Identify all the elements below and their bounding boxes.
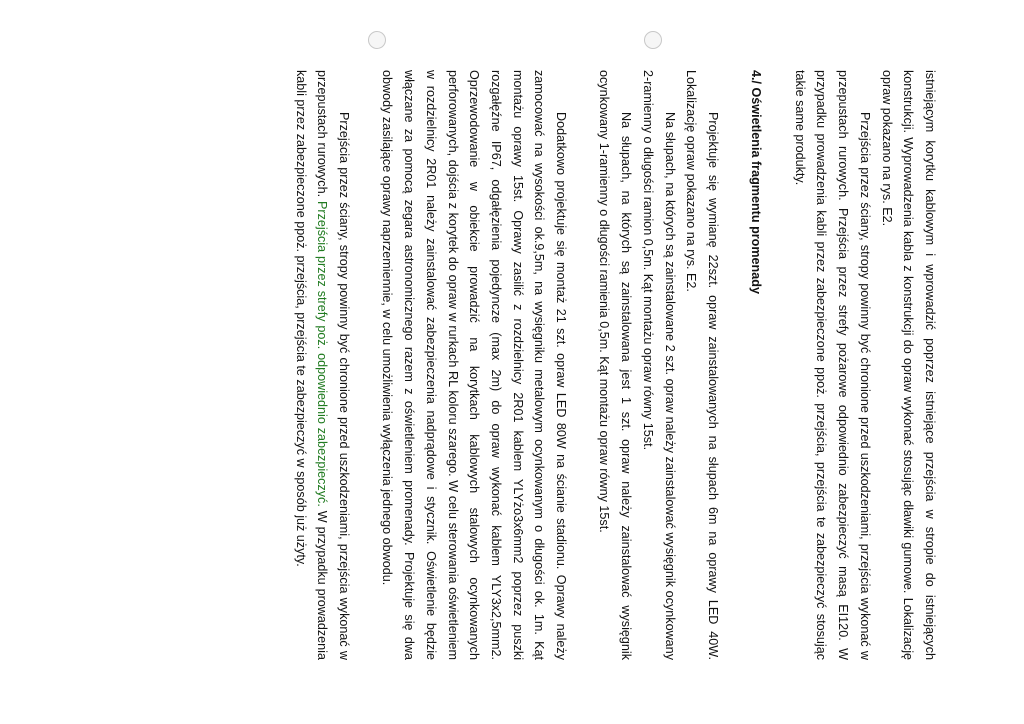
passages-text-start: Przejścia przez ściany, stropy powinny być chronione przed uszkodzeniami, przejścia wykonać w przepustach rurowych. (315, 70, 352, 660)
paragraph-wall-passages (289, 70, 354, 660)
paragraph-fire-protection: Przejścia przez ściany, stropy powinny być chronione przed uszkodzeniami, przejścia wykonać w przepustach rurowych. Przejścia przez strefy pożarowe odpowiednio zabezpieczyć masą EI120. W przypadku prowadzenia kabli przez zabezpieczone ppoż. przejścia, przejścia te zabezpieczyć stosując takie same produkty. (792, 70, 872, 660)
paragraph-cable-routing: istniejącym korytku kablowym i wprowadzić poprzez istniejące przejścia w stropie do istniejących konstrukcji. Wyprowadzenia kabla z konstrukcji do opraw wykonać stosując dławiki gumowe. Lokalizację opraw pokazano na rys. E2. (879, 70, 937, 660)
punch-hole-left (368, 31, 386, 49)
section-heading: 4./ Oświetlenia fragmentu promenady (749, 70, 764, 294)
passages-text-highlight: Przejścia przez strefy poż. odpowiednio zabezpieczyć. (315, 201, 330, 507)
punch-hole-right (644, 31, 662, 49)
passages-text-end: W przypadku prowadzenia kabli przez zabezpieczone ppoż. przejścia, przejścia te zabezpieczyć w sposób już użyty. (293, 70, 330, 660)
document-page (140, 70, 940, 660)
paragraph-one-arm-bracket: Na słupach, na których są zainstalowana jest 1 szt. opraw należy zainstalować wysięgnik ocynkowany 1-ramienny o długości ramienia 0,5m. Kąt montażu opraw równy 15st. (597, 70, 634, 660)
paragraph-stadium-lights: Dodatkowo projektuje się montaż 21 szt. opraw LED 80W na ścianie stadionu. Oprawy należy zamocować na wysokości ok.9,5m, na wysięgniku metalowym ocynkowanym o długości ok. 1m. Kąt montażu oprawy 15st. Oprawy zasilić z rozdzielnicy 2R01 kablem YLYżo3x6mm2 poprzez puszki rozgałęźne IP67, odgałęzienia pojedyncze (max 2m) do opraw wykonać kablem YLY3x2,5mm2. Oprzewodowanie w obiekcie prowadzić na korytkach kablowych stalowych ocynkowanych perforowanych, dojścia z korytek do opraw w rurkach RL koloru szarego. W celu sterowania oświetleniem w rozdzielnicy 2R01 należy zainstalować zabezpieczenia nadprądowe i stycznik. Oświetlenie będzie włączane za pomocą zegara astronomicznego razem z oświetleniem promenady. Projektuje się dwa obwody zasilające oprawy naprzemiennie, w celu umożliwienia wyłączenia jednego obwodu. (380, 70, 569, 660)
paragraph-two-arm-bracket: Na słupach, na których są zainstalowane 2 szt. opraw należy zainstalować wysięgnik ocynkowany 2-ramienny o długości ramion 0,5m. Kąt montażu opraw równy 15st. (640, 70, 677, 660)
paragraph-led-replacement: Projektuje się wymianę 22szt. opraw zainstalowanych na słupach 6m na oprawy LED 40W. Lokalizację opraw pokazano na rys. E2. (684, 70, 720, 660)
